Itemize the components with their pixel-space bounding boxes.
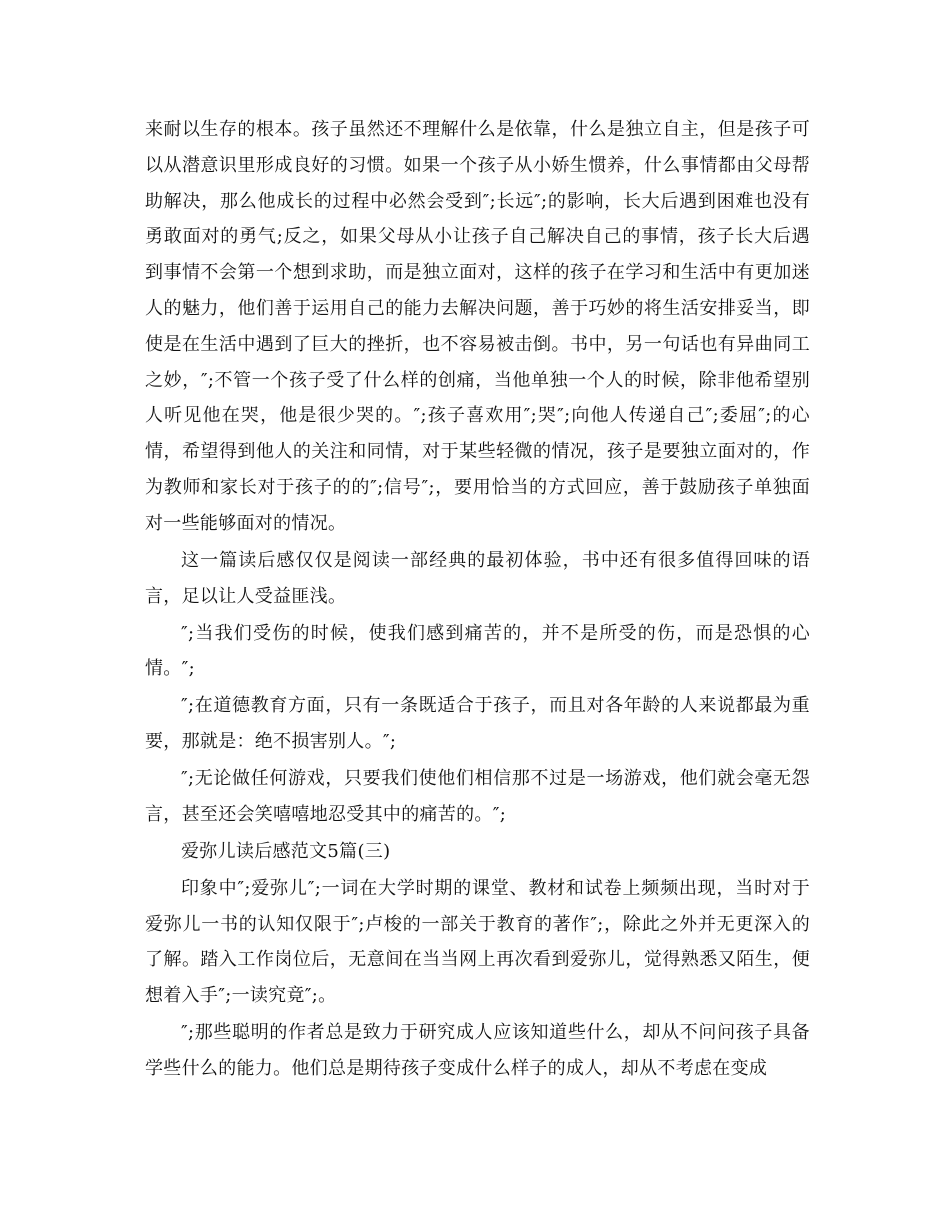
paragraph: 来耐以生存的根本。孩子虽然还不理解什么是依靠，什么是独立自主，但是孩子可以从潜意识里形成良好的习惯。如果一个孩子从小娇生惯养，什么事情都由父母帮助解决，那么他成长的过程中必然会受到″;长远″;的影响，长大后遇到困难也没有勇敢面对的勇气;反之，如果父母从小让孩子自己解决自己的事情，孩子长大后遇到事情不会第一个想到求助，而是独立面对，这样的孩子在学习和生活中有更加迷人的魅力，他们善于运用自己的能力去解决问题，善于巧妙的将生活安排妥当，即使是在生活中遇到了巨大的挫折，也不容易被击倒。书中，另一句话也有异曲同工之妙，″;不管一个孩子受了什么样的创痛，当他单独一个人的时候，除非他希望别人听见他在哭，他是很少哭的。″;孩子喜欢用″;哭″;向他人传递自己″;委屈″;的心情，希望得到他人的关注和同情，对于某些轻微的情况，孩子是要独立面对的，作为教师和家长对于孩子的的″;信号″;，要用恰当的方式回应，善于鼓励孩子单独面对一些能够面对的情况。 — [145, 119, 810, 534]
document-body — [145, 112, 810, 1087]
quote-paragraph: ″;在道德教育方面，只有一条既适合于孩子，而且对各年龄的人来说都最为重要，那就是：绝不损害别人。″; — [145, 695, 810, 753]
quote-paragraph: ″;当我们受伤的时候，使我们感到痛苦的，并不是所受的伤，而是恐惧的心情。″; — [145, 622, 810, 680]
quote-paragraph: ″;无论做任何游戏，只要我们使他们相信那不过是一场游戏，他们就会毫无怨言，甚至还会笑嘻嘻地忍受其中的痛苦的。″; — [145, 768, 810, 825]
section-heading: 爱弥儿读后感范文5篇(三) — [181, 840, 391, 862]
quote-paragraph: ″;那些聪明的作者总是致力于研究成人应该知道些什么，却从不问问孩子具备学些什么的能力。他们总是期待孩子变成什么样子的成人，却从不考虑在变成 — [145, 1022, 810, 1080]
paragraph: 这一篇读后感仅仅是阅读一部经典的最初体验，书中还有很多值得回味的语言，足以让人受益匪浅。 — [145, 549, 810, 607]
paragraph: 印象中″;爱弥儿″;一词在大学时期的课堂、教材和试卷上频频出现，当时对于爱弥儿一书的认知仅限于″;卢梭的一部关于教育的著作″;，除此之外并无更深入的了解。踏入工作岗位后，无意间在当当网上再次看到爱弥儿，觉得熟悉又陌生，便想着入手″;一读究竟″;。 — [145, 877, 810, 1007]
